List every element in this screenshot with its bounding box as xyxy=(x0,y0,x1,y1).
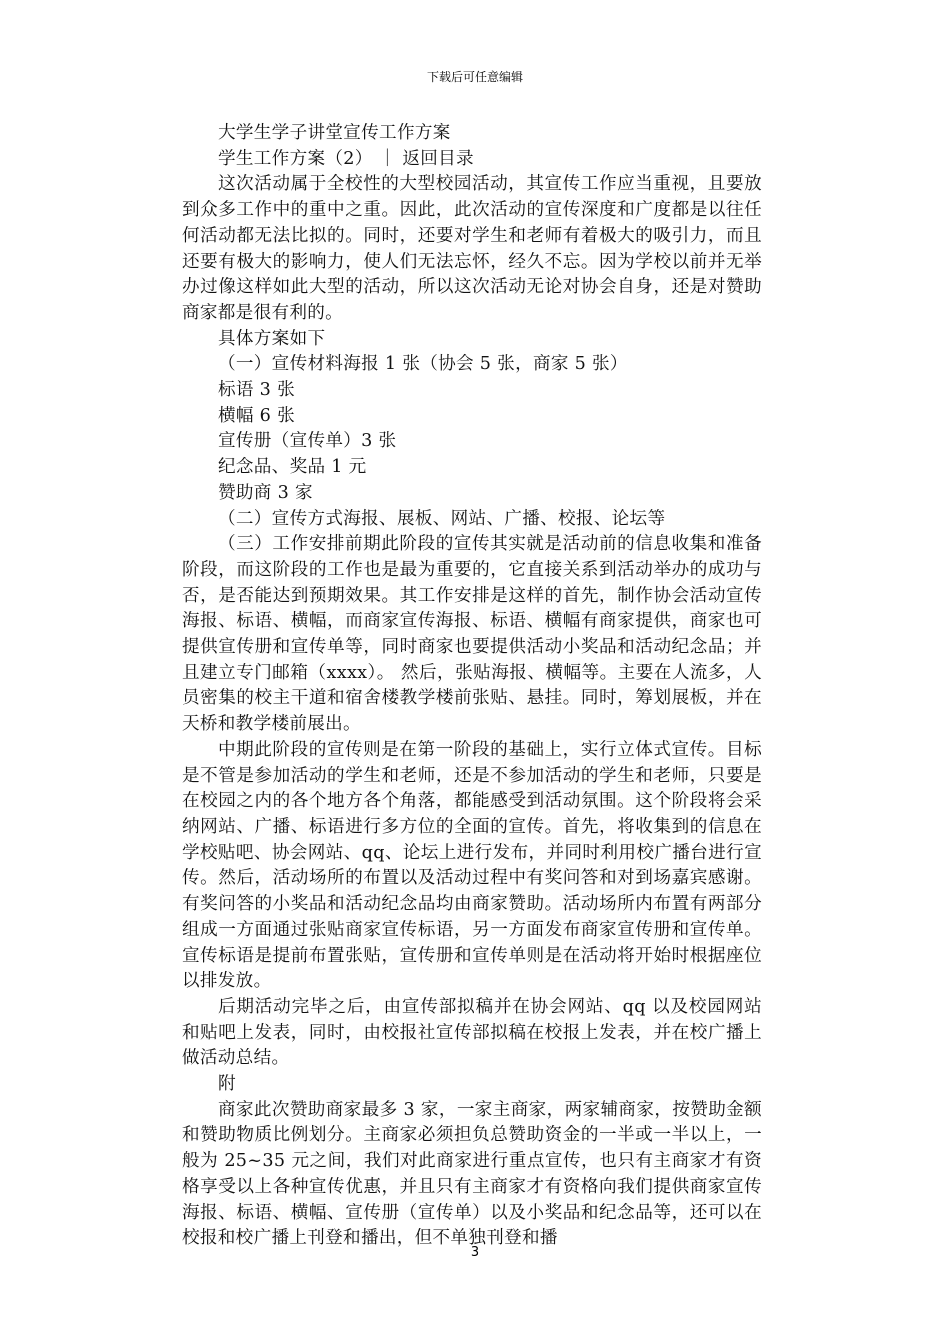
list-item-brochures: 宣传册（宣传单）3 张 xyxy=(218,431,397,452)
paragraph-appendix-heading: 附 xyxy=(218,1074,236,1095)
paragraph-plan-heading: 具体方案如下 xyxy=(218,328,326,349)
paragraph-sponsors: 商家此次赞助商家最多 3 家，一家主商家，两家辅商家，按赞助金额和赞助物质比例划分。主商家必须担负总赞助资金的一半或一半以上，一般为 25~35 元之间，我们对此商家进行重点宣传，也只有主商家才有资格享受以上各种宣传优惠，并且只有主商家才有资格向我们提供商家宣传海报、标语、横幅、宣传册（宣传单）以及小奖品和纪念品等，还可以在校报和校广播上刊登和播出，但不单独刊登和播 xyxy=(182,1099,762,1249)
document-subtitle: 学生工作方案（2） ｜ 返回目录 xyxy=(218,148,474,169)
page-number: 3 xyxy=(470,1245,480,1260)
document-body xyxy=(182,121,762,1252)
list-item-banners: 横幅 6 张 xyxy=(218,405,295,426)
paragraph-early-stage: （三）工作安排前期此阶段的宣传其实就是活动前的信息收集和准备阶段，而这阶段的工作也是最为重要的，它直接关系到活动举办的成功与否，是否能达到预期效果。其工作安排是这样的首先，制作协会活动宣传海报、标语、横幅，而商家宣传海报、标语、横幅有商家提供，商家也可提供宣传册和宣传单等，同时商家也要提供活动小奖品和活动纪念品；并且建立专门邮箱（xxxx）。 然后，张贴海报、横幅等。主要在人流多，人员密集的校主干道和宿舍楼教学楼前张贴、悬挂。同时，筹划展板，并在天桥和教学楼前展出。 xyxy=(182,534,762,735)
paragraph-mid-stage: 中期此阶段的宣传则是在第一阶段的基础上，实行立体式宣传。目标是不管是参加活动的学生和老师，还是不参加活动的学生和老师，只要是在校园之内的各个地方各个角落，都能感受到活动氛围。这个阶段将会采纳网站、广播、标语进行多方位的全面的宣传。首先，将收集到的信息在学校贴吧、协会网站、qq、论坛上进行发布，并同时利用校广播台进行宣传。然后，活动场所的布置以及活动过程中有奖问答和对到场嘉宾感谢。有奖问答的小奖品和活动纪念品均由商家赞助。活动场所内布置有两部分组成一方面通过张贴商家宣传标语，另一方面发布商家宣传册和宣传单。宣传标语是提前布置张贴，宣传册和宣传单则是在活动将开始时根据座位以排发放。 xyxy=(182,739,762,992)
page-header: 下载后可任意编辑 xyxy=(426,70,523,84)
list-item-sponsors: 赞助商 3 家 xyxy=(218,482,313,503)
list-item-materials: （一）宣传材料海报 1 张（协会 5 张，商家 5 张） xyxy=(218,354,628,375)
paragraph-methods: （二）宣传方式海报、展板、网站、广播、校报、论坛等 xyxy=(218,508,666,529)
paragraph-late-stage: 后期活动完毕之后，由宣传部拟稿并在协会网站、qq 以及校园网站和贴吧上发表，同时，由校报社宣传部拟稿在校报上发表，并在校广播上做活动总结。 xyxy=(182,996,762,1069)
paragraph-intro: 这次活动属于全校性的大型校园活动，其宣传工作应当重视，且要放到众多工作中的重中之重。因此，此次活动的宣传深度和广度都是以往任何活动都无法比拟的。同时，还要对学生和老师有着极大的吸引力，而且还要有极大的影响力，使人们无法忘怀，经久不忘。因为学校以前并无举办过像这样如此大型的活动，所以这次活动无论对协会自身，还是对赞助商家都是很有利的。 xyxy=(182,174,762,323)
list-item-slogans: 标语 3 张 xyxy=(218,380,295,401)
list-item-souvenirs: 纪念品、奖品 1 元 xyxy=(218,457,367,478)
document-title: 大学生学子讲堂宣传工作方案 xyxy=(218,123,451,143)
